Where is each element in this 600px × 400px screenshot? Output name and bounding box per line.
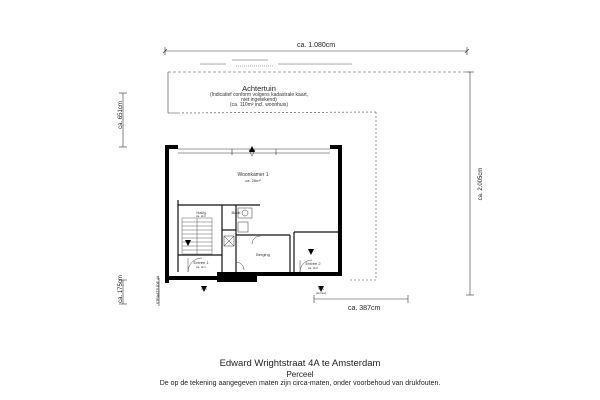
left-edge-text: STRAATZIJDE 4A <box>156 275 160 305</box>
plot-name: Achtertuin <box>242 84 276 93</box>
room-entree-1: Entree 1 <box>193 260 209 265</box>
plot-note-2: niet ingetekend) <box>241 97 277 103</box>
room-entree-2-area: ca. 4m² <box>307 266 318 270</box>
fence-marks <box>200 60 352 66</box>
door-label-right: 4A <box>318 286 324 291</box>
left-lower-dimension: ca. 175cm <box>118 275 124 303</box>
room-entree-2: Entree 2 <box>305 261 321 266</box>
room-badkamer: Badk <box>231 210 241 215</box>
footer-subtitle: Perceel <box>286 370 314 379</box>
left-dimension-lines <box>119 93 159 306</box>
room-entree-1-area: ca. 4m² <box>195 265 206 269</box>
direction-markers <box>185 146 324 292</box>
room-hal: Hal/g <box>196 210 206 215</box>
room-hal-area: ca. 2m² <box>195 214 206 218</box>
room-woonkamer-area: ca. 26m² <box>245 178 261 183</box>
staircase <box>182 218 212 254</box>
door-label-left: 4A <box>201 286 207 291</box>
meter-cupboard <box>224 236 234 246</box>
room-berging: Berging <box>256 252 270 257</box>
bottom-width-label: ca. 387cm <box>348 305 381 312</box>
bottom-dimension-line <box>314 295 408 303</box>
plot-note-3: (ca. 110m² incl. woonhuis) <box>230 102 288 108</box>
right-depth-dimension: ca. 2.005cm <box>478 167 484 201</box>
left-upper-dimension: ca. 651cm <box>118 101 124 129</box>
door-sub-right: (entree) <box>315 291 327 295</box>
footer-title: Edward Wrightstraat 4A te Amsterdam <box>219 358 381 369</box>
top-width-label: ca. 1.080cm <box>297 42 336 49</box>
plot-note-1: (Indicatief conform volgens kadastrale kaart, <box>209 92 309 98</box>
footer-disclaimer: De op de tekening aangegeven maten zijn circa-maten, onder voorbehoud van drukfouten. <box>159 380 441 387</box>
room-woonkamer: Woonkamer 1 <box>237 172 269 178</box>
